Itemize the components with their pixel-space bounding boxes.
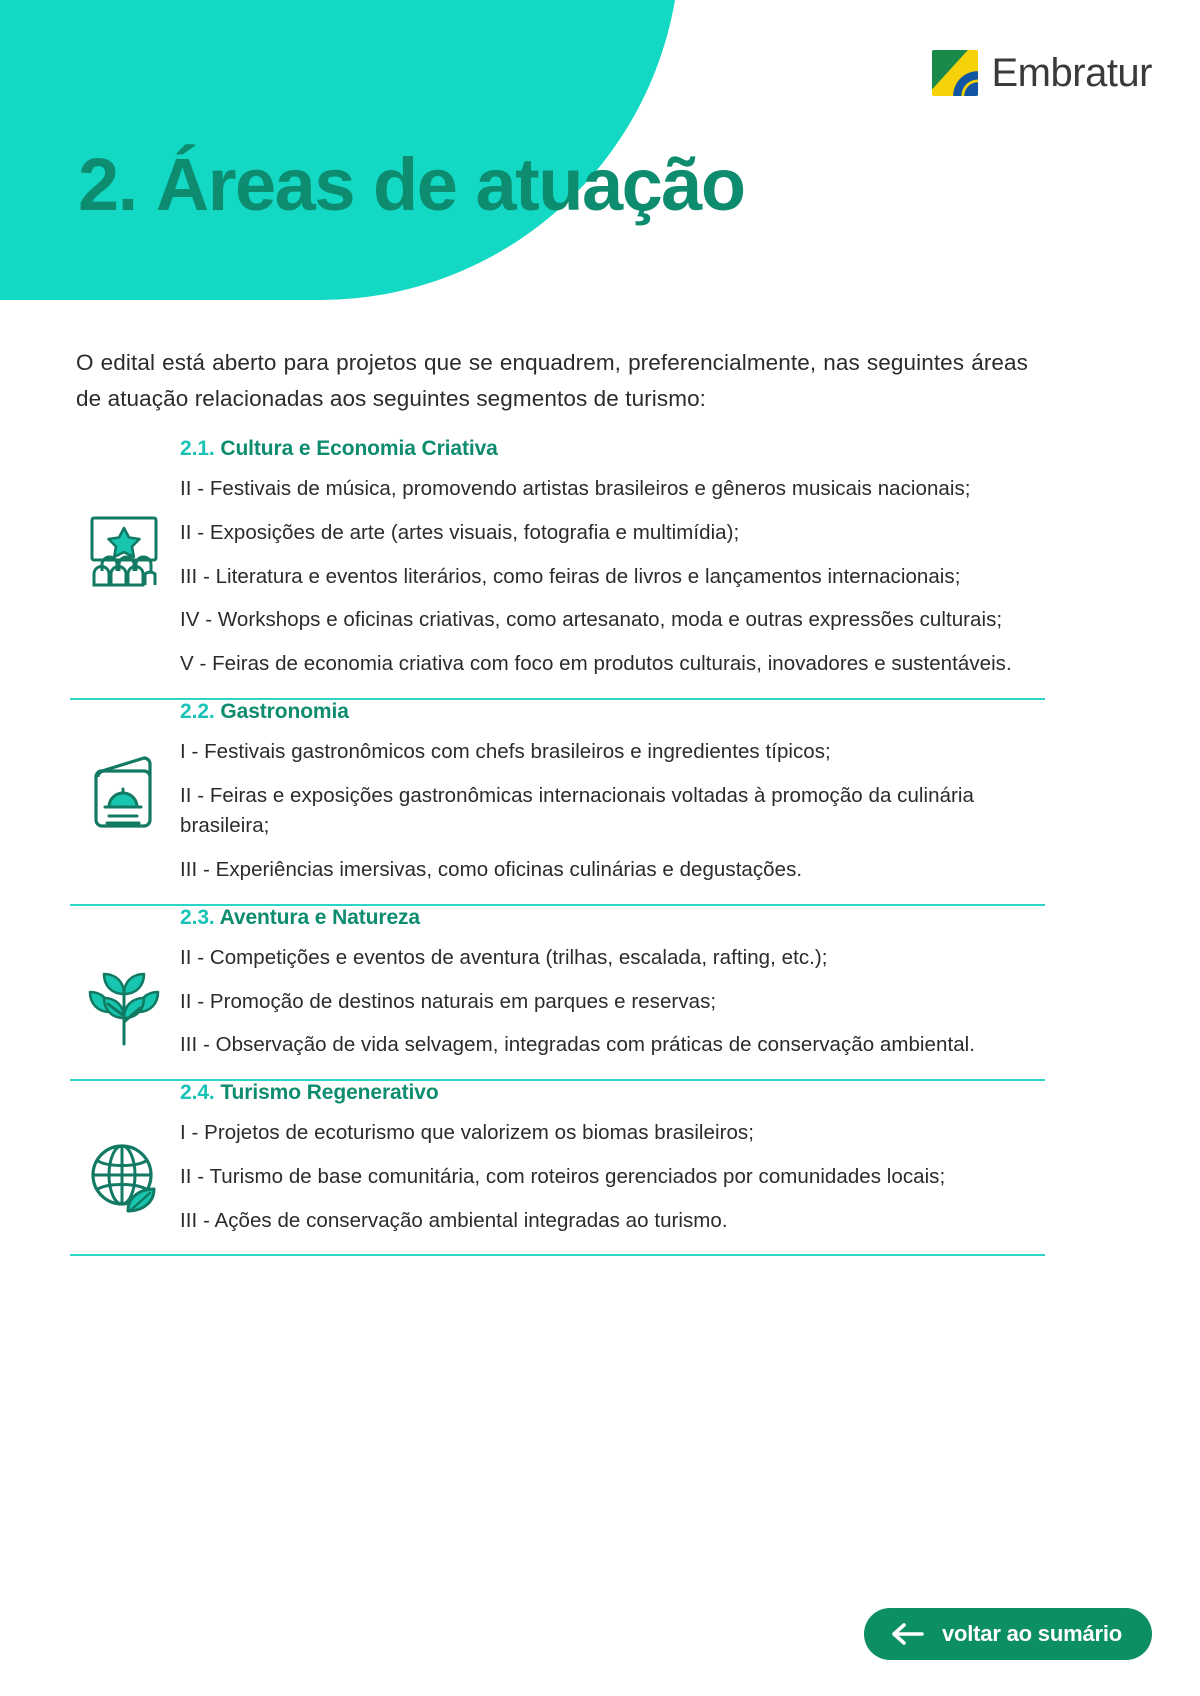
section-number: 2.2. [180, 699, 215, 723]
section-heading [180, 700, 1045, 724]
list-item: II - Turismo de base comunitária, com roteiros gerenciados por comunidades locais; [180, 1164, 946, 1188]
list-item: I - Festivais gastronômicos com chefs brasileiros e ingredientes típicos; [180, 739, 831, 763]
section-number: 2.4. [180, 1081, 215, 1104]
section-number: 2.3. [180, 905, 215, 929]
section-cultura-economia-criativa [70, 437, 1045, 698]
page-header [0, 0, 1200, 330]
section-turismo-regenerativo [70, 1081, 1045, 1254]
page-title: 2. Áreas de atuação [78, 143, 745, 226]
section-number: 2.1. [180, 437, 215, 460]
back-to-summary-button[interactable] [864, 1608, 1152, 1660]
section-heading [180, 1081, 1045, 1105]
list-item: III - Observação de vida selvagem, integradas com práticas de conservação ambiental. [180, 1033, 975, 1057]
menu-cloche-icon [78, 752, 170, 832]
sections-list [70, 437, 1045, 1256]
embratur-wordmark: Embratur [991, 51, 1152, 95]
list-item: IV - Workshops e oficinas criativas, como artesanato, moda e outras expressões culturais; [180, 608, 1003, 632]
arrow-left-icon [890, 1623, 924, 1645]
list-item: III - Ações de conservação ambiental integradas ao turismo. [180, 1208, 728, 1232]
list-item: II - Exposições de arte (artes visuais, fotografia e multimídia); [180, 520, 740, 544]
section-title: Aventura e Natureza [219, 905, 420, 929]
list-item: II - Competições e eventos de aventura (trilhas, escalada, rafting, etc.); [180, 945, 828, 969]
cinema-screen-star-audience-icon [78, 515, 170, 587]
embratur-logo [932, 50, 1153, 96]
list-item: V - Feiras de economia criativa com foco em produtos culturais, inovadores e sustentáveis. [180, 652, 1012, 675]
section-gastronomia [70, 700, 1045, 904]
section-title: Cultura e Economia Criativa [220, 437, 498, 460]
section-heading [180, 437, 1045, 461]
section-title: Turismo Regenerativo [220, 1081, 439, 1104]
section-heading [180, 906, 1045, 930]
section-title: Gastronomia [220, 699, 349, 723]
tree-leaves-icon [78, 964, 170, 1046]
list-item: II - Festivais de música, promovendo artistas brasileiros e gêneros musicais nacionais; [180, 477, 971, 500]
list-item: III - Experiências imersivas, como oficinas culinárias e degustações. [180, 858, 803, 881]
list-item: II - Promoção de destinos naturais em parques e reservas; [180, 989, 717, 1013]
list-item: III - Literatura e eventos literários, como feiras de livros e lançamentos internacionais; [180, 564, 961, 588]
back-to-summary-label: voltar ao sumário [942, 1621, 1122, 1646]
section-aventura-natureza [70, 906, 1045, 1079]
intro-paragraph: O edital está aberto para projetos que se enquadrem, preferencialmente, nas seguintes áreas de atuação relacionadas aos seguintes segmentos de turismo: [76, 350, 1028, 412]
section-divider [70, 1254, 1045, 1256]
globe-leaf-icon [78, 1137, 170, 1217]
embratur-flag-mark-icon [932, 50, 978, 96]
list-item: II - Feiras e exposições gastronômicas internacionais voltadas à promoção da culinária brasileira; [180, 783, 974, 838]
list-item: I - Projetos de ecoturismo que valorizem os biomas brasileiros; [180, 1121, 754, 1144]
